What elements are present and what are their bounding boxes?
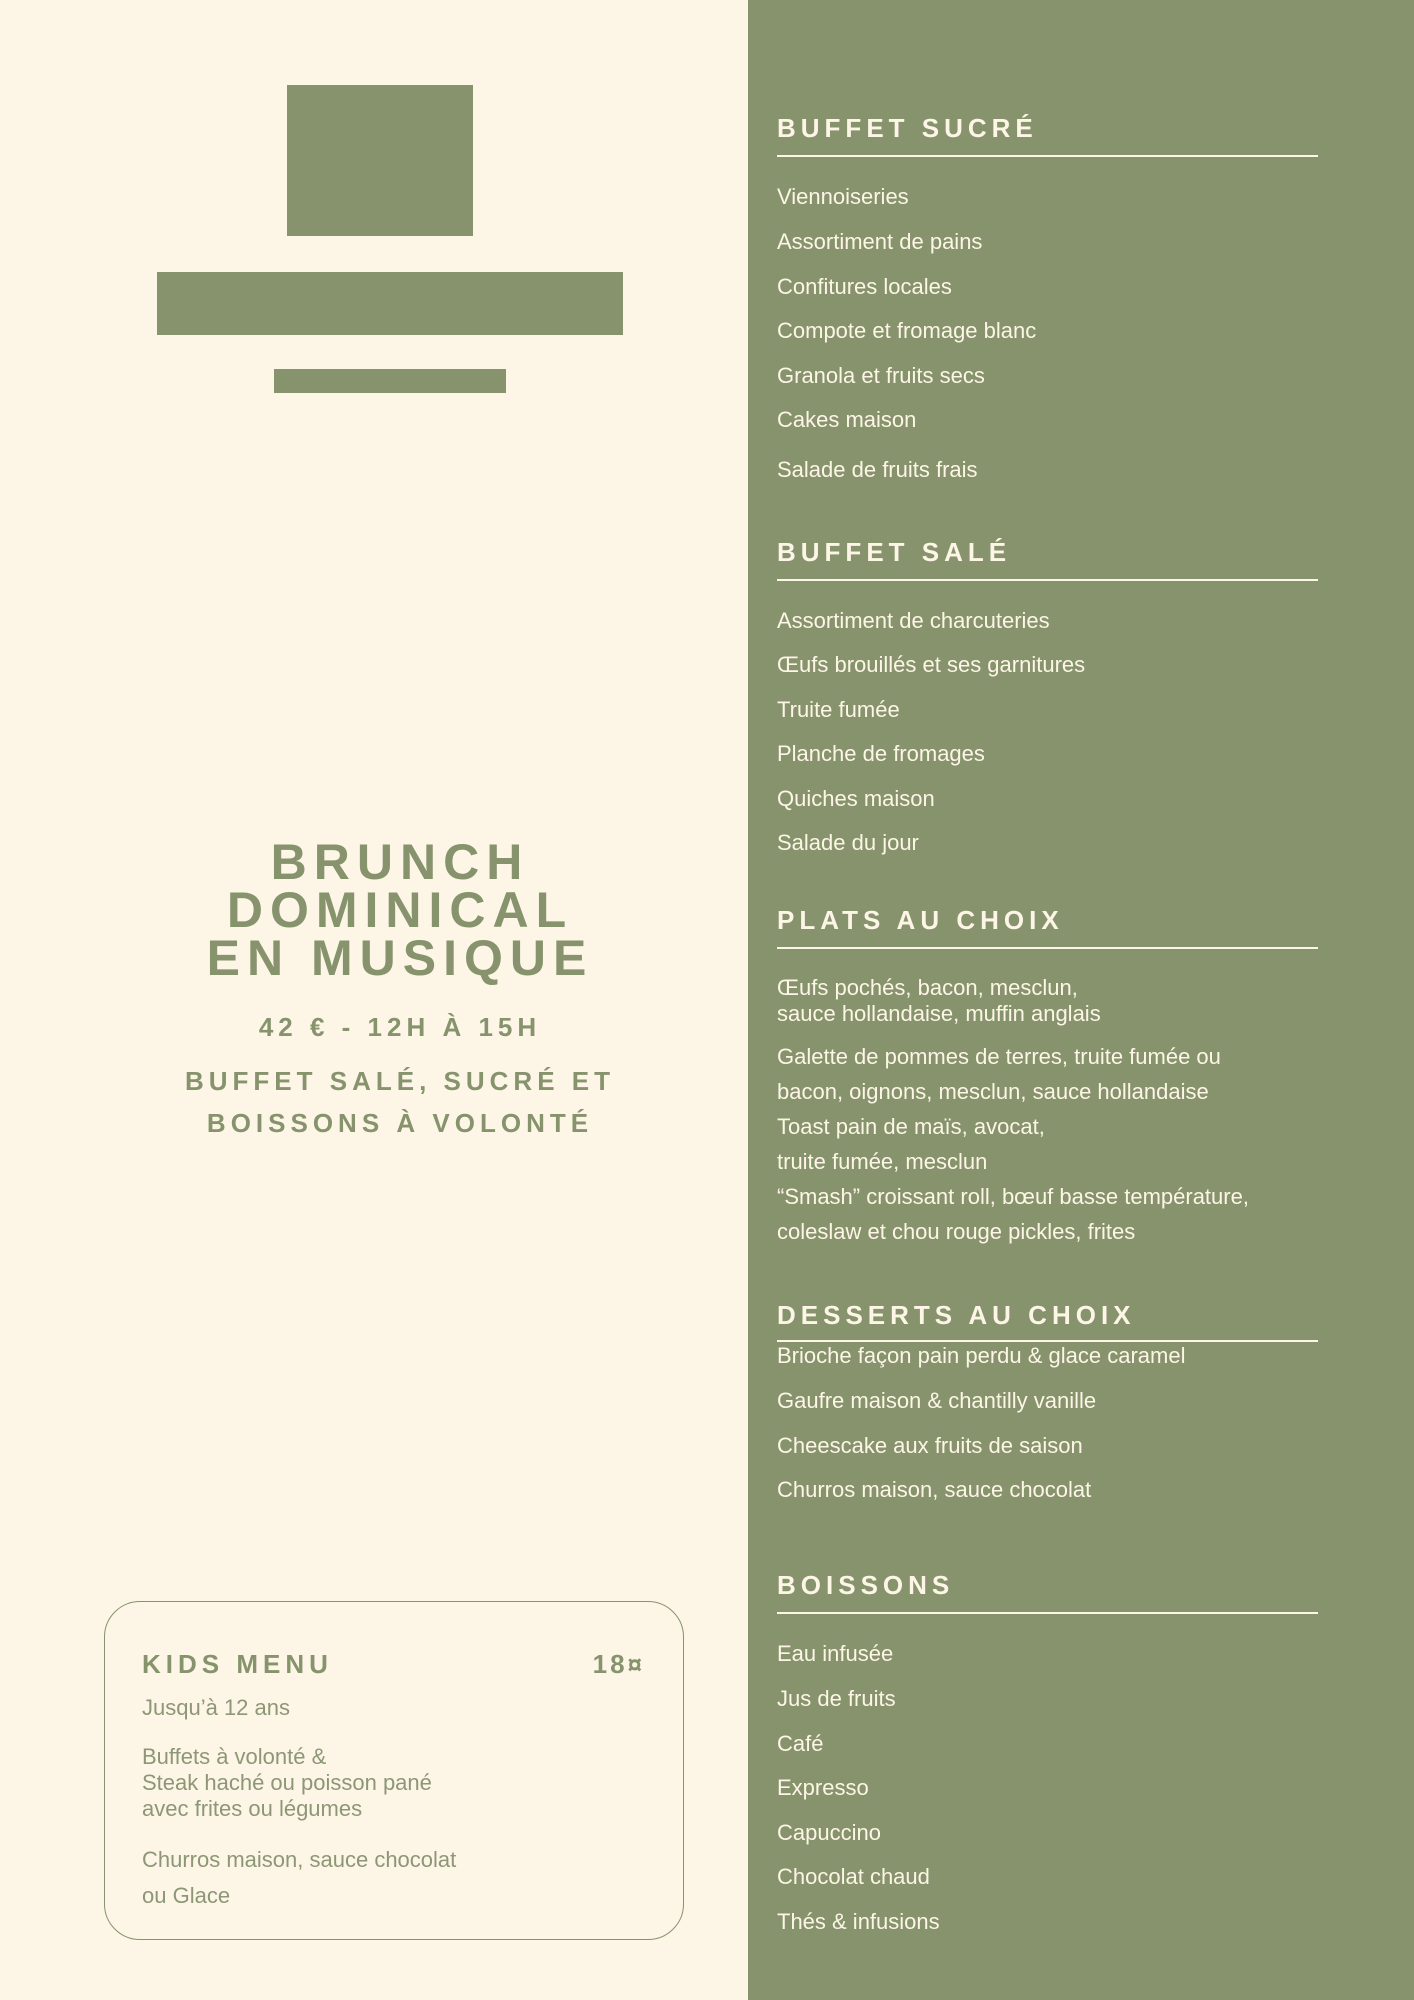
hero-title-line: DOMINICAL <box>226 882 574 938</box>
menu-item: Jus de fruits <box>777 1686 896 1711</box>
menu-item: Assortiment de pains <box>777 229 983 254</box>
menu-item-line: coleslaw et chou rouge pickles, frites <box>777 1219 1136 1244</box>
menu-item-dish <box>777 1039 1221 1109</box>
hero-block <box>100 834 700 1144</box>
menu-item-line: bacon, oignons, mesclun, sauce hollandaise <box>777 1079 1209 1104</box>
menu-item: Salade du jour <box>777 830 919 855</box>
menu-item: Planche de fromages <box>777 741 985 766</box>
menu-item: Capuccino <box>777 1820 881 1845</box>
menu-item: Œufs brouillés et ses garnitures <box>777 652 1086 677</box>
menu-item-line: Galette de pommes de terres, truite fumée ou <box>777 1044 1221 1069</box>
menu-item: Café <box>777 1731 824 1756</box>
section-divider <box>777 155 1318 157</box>
hero-title-line: BRUNCH <box>270 834 530 890</box>
hero-subtitle-line: BUFFET SALÉ, SUCRÉ ET <box>184 1066 615 1096</box>
menu-item: Salade de fruits frais <box>777 457 978 482</box>
menu-item: Gaufre maison & chantilly vanille <box>777 1388 1097 1413</box>
section-divider <box>777 579 1318 581</box>
section-title-desserts: DESSERTS AU CHOIX <box>777 1300 1136 1330</box>
kids-menu-main-line: Buffets à volonté & <box>142 1744 327 1769</box>
section-title-plats: PLATS AU CHOIX <box>777 905 1064 935</box>
logo-square <box>287 85 473 236</box>
menu-item: Churros maison, sauce chocolat <box>777 1477 1092 1502</box>
section-divider <box>777 1612 1318 1614</box>
kids-menu-dessert-line: ou Glace <box>142 1883 231 1908</box>
menu-item: Eau infusée <box>777 1641 894 1666</box>
menu-item: Brioche façon pain perdu & glace caramel <box>777 1343 1186 1368</box>
hero-subtitle-line: BOISSONS À VOLONTÉ <box>206 1108 594 1138</box>
menu-item-line: truite fumée, mesclun <box>777 1149 988 1174</box>
menu-item-dish <box>777 1179 1249 1249</box>
menu-item-dish <box>777 1109 1045 1179</box>
logo-bar-wide <box>157 272 623 335</box>
menu-item: Compote et fromage blanc <box>777 318 1037 343</box>
kids-menu-box <box>104 1601 684 1940</box>
menu-item: Chocolat chaud <box>777 1864 930 1889</box>
menu-item-dish <box>777 975 1101 1027</box>
menu-item-line: sauce hollandaise, muffin anglais <box>777 1001 1101 1026</box>
menu-item-line: “Smash” croissant roll, bœuf basse température, <box>777 1184 1249 1209</box>
logo-bar-small <box>274 369 506 393</box>
menu-item-line: Toast pain de maïs, avocat, <box>777 1114 1045 1139</box>
kids-menu-dessert <box>142 1842 642 1914</box>
section-title-buffet-sucre: BUFFET SUCRÉ <box>777 113 1038 143</box>
section-title-boissons: BOISSONS <box>777 1570 955 1600</box>
menu-item: Viennoiseries <box>777 184 909 209</box>
menu-item: Expresso <box>777 1775 869 1800</box>
menu-item: Cakes maison <box>777 407 917 432</box>
kids-menu-main <box>142 1744 642 1822</box>
kids-menu-price: 18¤ <box>592 1649 645 1679</box>
menu-item: Confitures locales <box>777 274 952 299</box>
menu-item: Cheescake aux fruits de saison <box>777 1433 1083 1458</box>
menu-item-line: Œufs pochés, bacon, mesclun, <box>777 975 1078 1000</box>
menu-item: Assortiment de charcuteries <box>777 608 1050 633</box>
menu-item: Truite fumée <box>777 697 900 722</box>
section-title-buffet-sale: BUFFET SALÉ <box>777 537 1012 567</box>
kids-menu-title: KIDS MENU <box>142 1649 333 1679</box>
menu-item: Quiches maison <box>777 786 935 811</box>
section-divider <box>777 947 1318 949</box>
kids-menu-main-line: avec frites ou légumes <box>142 1796 363 1821</box>
kids-menu-age: Jusqu’à 12 ans <box>142 1695 290 1720</box>
hero-price: 42 € - 12H À 15H <box>258 1012 542 1042</box>
hero-title-line: EN MUSIQUE <box>206 930 594 986</box>
kids-menu-main-line: Steak haché ou poisson pané <box>142 1770 432 1795</box>
menu-item: Granola et fruits secs <box>777 363 985 388</box>
menu-item: Thés & infusions <box>777 1909 940 1934</box>
kids-menu-dessert-line: Churros maison, sauce chocolat <box>142 1847 457 1872</box>
